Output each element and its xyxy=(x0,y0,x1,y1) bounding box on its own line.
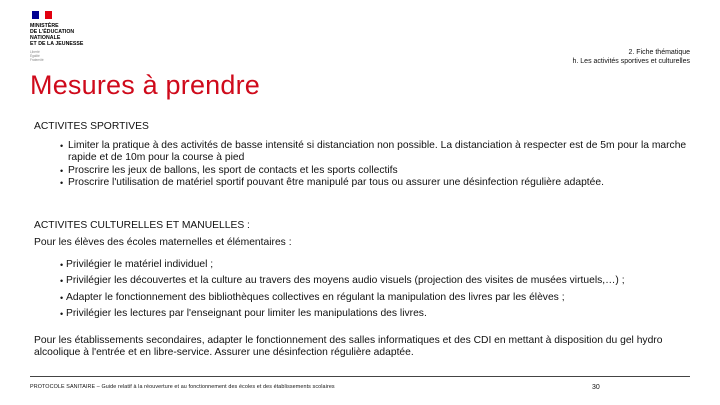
main-content xyxy=(34,121,694,360)
doc-ref-section: 2. Fiche thématique xyxy=(628,49,690,56)
doc-ref-subsection: h. Les activités sportives et culturelles xyxy=(572,58,690,65)
ministry-name-line: MINISTÈRE xyxy=(30,23,59,29)
page-number: 30 xyxy=(592,384,600,391)
flag-blue-stripe xyxy=(32,11,39,19)
list-item: • Proscrire les jeux de ballons, les sport de contacts et les sports collectifs xyxy=(34,165,694,178)
flag-white-stripe xyxy=(39,11,46,19)
republic-motto xyxy=(30,50,110,63)
ministry-logo xyxy=(30,11,110,63)
sports-list xyxy=(34,140,694,190)
motto-line: Fraternité xyxy=(30,58,44,63)
secondary-schools-paragraph: Pour les établissements secondaires, adapter le fonctionnement des salles informatiques et des CDI en mettant à disposition du gel hydro alcoolique à l'entrée et en libre-service. Assurer une désinfection régulière adaptée. xyxy=(34,334,663,358)
footer-text: PROTOCOLE SANITAIRE – Guide relatif à la réouverture et au fonctionnement des écoles et des établissements scolaires xyxy=(30,384,335,390)
list-item: • Limiter la pratique à des activités de basse intensité si distanciation non possible. La distanciation à respecter est de 5m pour la marche rapide et de 10m pour la course à pied xyxy=(34,140,694,165)
ministry-name-line: ET DE LA JEUNESSE xyxy=(30,41,84,47)
ministry-name-line: NATIONALE xyxy=(30,35,61,41)
list-item: • Privilégier les découvertes et la culture au travers des moyens audio visuels (projection des visites de musées virtuels,…) ; xyxy=(34,273,694,290)
footer-divider xyxy=(30,376,690,377)
flag-red-stripe xyxy=(45,11,52,19)
sports-heading: ACTIVITES SPORTIVES xyxy=(34,121,149,132)
document-reference xyxy=(573,48,691,66)
motto-line: Égalité xyxy=(30,54,40,59)
motto-line: Liberté xyxy=(30,50,40,54)
culture-list xyxy=(34,257,694,323)
list-item: • Adapter le fonctionnement des bibliothèques collectives en régulant la manipulation des livres par les élèves ; xyxy=(34,290,694,307)
page-title: Mesures à prendre xyxy=(30,70,261,100)
culture-intro: Pour les élèves des écoles maternelles et élémentaires : xyxy=(34,237,292,248)
culture-heading: ACTIVITES CULTURELLES ET MANUELLES : xyxy=(34,219,250,231)
list-item: • Proscrire l'utilisation de matériel sportif pouvant être manipulé par tous ou assurer une désinfection régulière adaptée. xyxy=(34,177,694,190)
list-item: • Privilégier le matériel individuel ; xyxy=(34,257,694,274)
ministry-name-line: DE L'ÉDUCATION xyxy=(30,29,75,35)
ministry-name xyxy=(30,23,110,47)
list-item: • Privilégier les lectures par l'enseignant pour limiter les manipulations des livres. xyxy=(34,306,694,323)
flag-icon xyxy=(32,11,52,19)
